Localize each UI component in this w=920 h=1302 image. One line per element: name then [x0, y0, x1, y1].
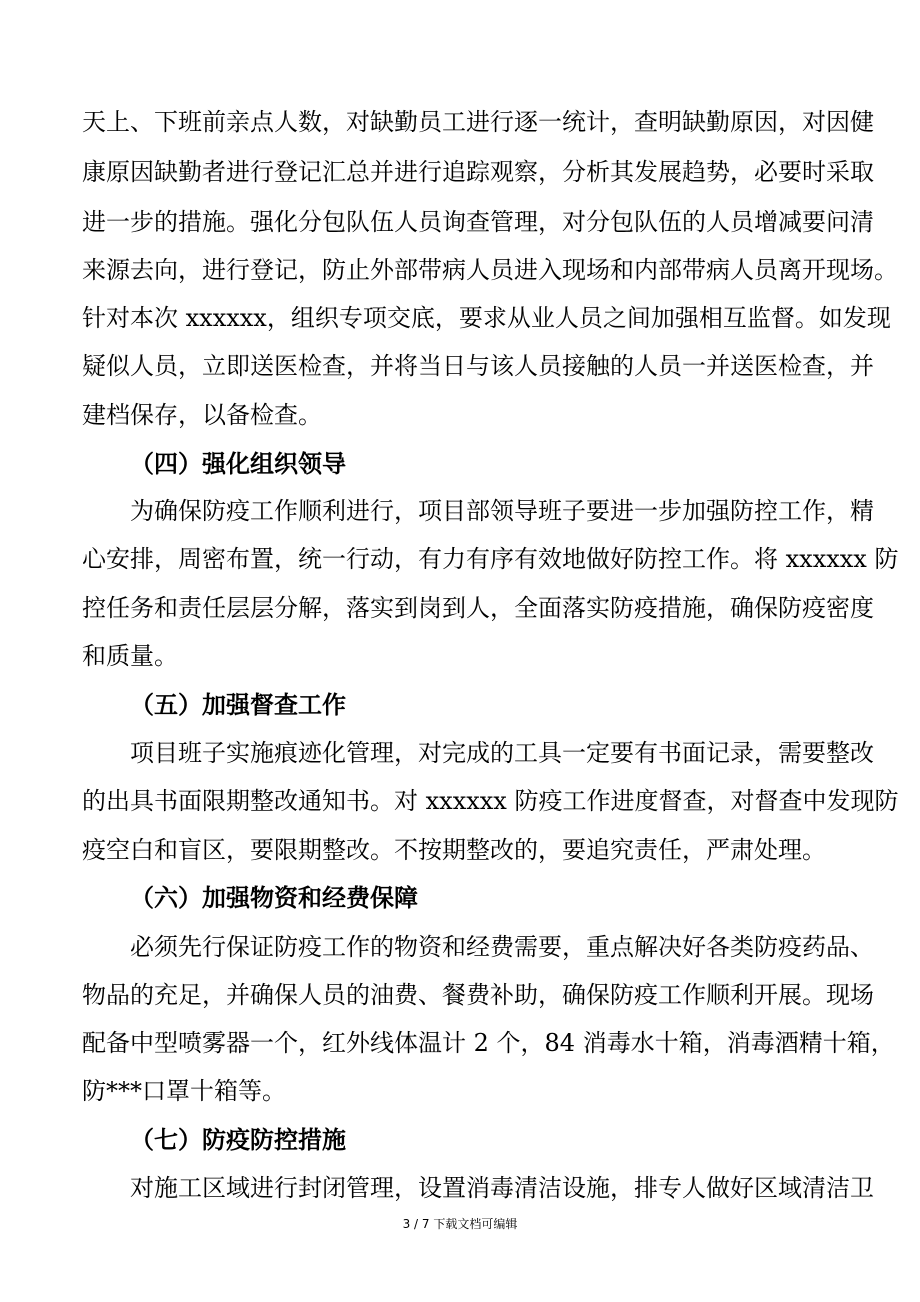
paragraph-line: 和质量。	[82, 642, 178, 670]
paragraph-line: 必须先行保证防疫工作的物资和经费需要，重点解决好各类防疫药品、	[130, 933, 874, 961]
section-heading-7: （七）防疫防控措施	[130, 1126, 346, 1154]
paragraph-line: 天上、下班前亲点人数，对缺勤员工进行逐一统计，查明缺勤原因，对因健	[82, 108, 874, 136]
section-heading-6: （六）加强物资和经费保障	[130, 884, 418, 912]
paragraph-line: 疫空白和盲区，要限期整改。不按期整改的，要追究责任，严肃处理。	[82, 836, 826, 864]
paragraph-line: 项目班子实施痕迹化管理，对完成的工具一定要有书面记录，需要整改	[130, 739, 874, 767]
section-heading-4: （四）强化组织领导	[130, 450, 346, 478]
paragraph-line: 防***口罩十箱等。	[82, 1077, 286, 1105]
paragraph-line: 的出具书面限期整改通知书。对 xxxxxx 防疫工作进度督查，对督查中发现防	[82, 787, 899, 815]
paragraph-line: 心安排，周密布置，统一行动，有力有序有效地做好防控工作。将 xxxxxx 防	[82, 545, 899, 573]
paragraph-line: 疑似人员，立即送医检查，并将当日与该人员接触的人员一并送医检查，并	[82, 352, 874, 380]
paragraph-line: 针对本次 xxxxxx，组织专项交底，要求从业人员之间加强相互监督。如发现	[82, 304, 891, 332]
section-heading-5: （五）加强督查工作	[130, 691, 346, 719]
paragraph-line: 对施工区域进行封闭管理，设置消毒清洁设施，排专人做好区域清洁卫	[130, 1174, 874, 1202]
paragraph-line: 康原因缺勤者进行登记汇总并进行追踪观察，分析其发展趋势，必要时采取	[82, 158, 874, 186]
paragraph-line: 物品的充足，并确保人员的油费、餐费补助，确保防疫工作顺利开展。现场	[82, 981, 874, 1009]
paragraph-line: 建档保存，以备检查。	[82, 401, 322, 429]
paragraph-line: 控任务和责任层层分解，落实到岗到人，全面落实防疫措施，确保防疫密度	[82, 594, 874, 622]
paragraph-line: 进一步的措施。强化分包队伍人员询查管理，对分包队伍的人员增减要问清	[82, 208, 874, 236]
paragraph-line: 为确保防疫工作顺利进行，项目部领导班子要进一步加强防控工作，精	[130, 497, 874, 525]
paragraph-line: 配备中型喷雾器一个，红外线体温计 2 个，84 消毒水十箱，消毒酒精十箱，	[82, 1029, 895, 1057]
paragraph-line: 来源去向，进行登记，防止外部带病人员进入现场和内部带病人员离开现场。	[82, 256, 898, 284]
page-footer: 3 / 7 下载文档可编辑	[402, 1217, 518, 1231]
